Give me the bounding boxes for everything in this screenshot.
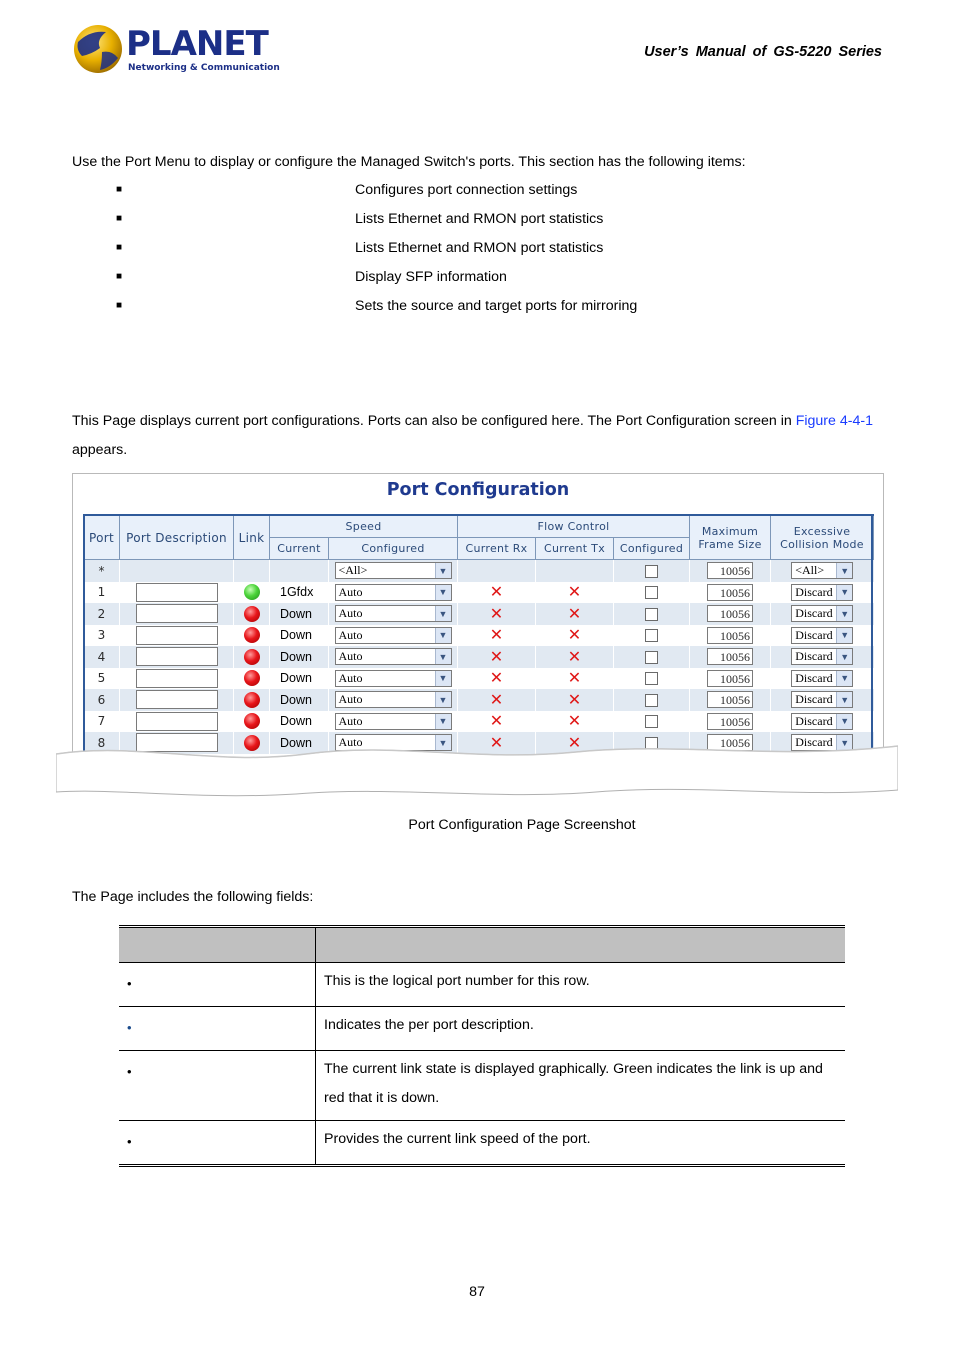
select-value: Discard	[795, 692, 833, 707]
select-value: Auto	[338, 606, 363, 621]
speed-select[interactable]	[335, 648, 452, 665]
select-value: Discard	[795, 713, 833, 728]
select-value: Auto	[338, 713, 363, 728]
chevron-down-icon: ▼	[435, 628, 451, 643]
collision-select[interactable]	[791, 627, 853, 644]
chevron-down-icon: ▼	[836, 649, 852, 664]
manual-title: User’s Manual of GS-5220 Series	[644, 44, 882, 60]
cross-icon: ✕	[567, 646, 582, 666]
col-max-frame	[690, 515, 771, 560]
table-row	[84, 668, 874, 690]
select-value: Auto	[338, 670, 363, 685]
chevron-down-icon: ▼	[836, 714, 852, 729]
cross-icon: ✕	[567, 582, 582, 602]
cross-icon: ✕	[567, 668, 582, 688]
table-row	[84, 625, 874, 647]
collision-select[interactable]	[791, 605, 853, 622]
col-link: Link	[234, 515, 270, 560]
cross-icon: ✕	[567, 711, 582, 731]
collision-select[interactable]	[791, 648, 853, 665]
port-cell: 7	[84, 711, 120, 733]
speed-current: Down	[270, 732, 329, 754]
col-speed: Speed	[270, 515, 458, 538]
list-item: Configures port connection settings	[355, 182, 578, 198]
cross-icon: ✕	[489, 625, 504, 645]
bullet-icon: ■	[116, 242, 123, 253]
table-row	[84, 603, 874, 625]
speed-current: Down	[270, 625, 329, 647]
list-item: Display SFP information	[355, 269, 507, 285]
cross-icon: ✕	[567, 689, 582, 709]
figure-link[interactable]: Figure 4-4-1	[795, 413, 873, 429]
select-value: Auto	[338, 649, 363, 664]
port-cell: 5	[84, 668, 120, 690]
port-cell: *	[84, 560, 120, 582]
table-row	[84, 582, 874, 604]
chevron-down-icon: ▼	[435, 714, 451, 729]
table-row	[119, 1007, 845, 1051]
chevron-down-icon: ▼	[836, 692, 852, 707]
list-item: Lists Ethernet and RMON port statistics	[355, 240, 604, 256]
link-down-icon	[244, 649, 260, 665]
section-paragraph	[72, 412, 892, 430]
cross-icon: ✕	[489, 732, 504, 752]
select-value: Discard	[795, 584, 833, 599]
table-row	[119, 963, 845, 1007]
cross-icon: ✕	[489, 711, 504, 731]
description-input[interactable]	[136, 626, 218, 645]
table-row-all	[84, 560, 874, 582]
col-fc-current-tx: Current Tx	[536, 538, 614, 560]
cross-icon: ✕	[489, 689, 504, 709]
field-description: Provides the current link speed of the port.	[316, 1121, 846, 1166]
description-input[interactable]	[136, 604, 218, 623]
link-down-icon	[244, 627, 260, 643]
speed-select[interactable]	[335, 713, 452, 730]
port-cell: 6	[84, 689, 120, 711]
intro-text: Use the Port Menu to display or configure the Managed Switch's ports. This section has the following items:	[72, 154, 746, 170]
col-speed-configured: Configured	[329, 538, 458, 560]
port-configuration-screenshot	[72, 473, 884, 774]
torn-edge-decoration	[56, 740, 898, 800]
description-input[interactable]	[136, 690, 218, 709]
excessive-line1: Excessive	[793, 524, 851, 538]
chevron-down-icon: ▼	[836, 628, 852, 643]
port-cell: 4	[84, 646, 120, 668]
collision-select[interactable]	[791, 691, 853, 708]
link-down-icon	[244, 606, 260, 622]
chevron-down-icon: ▼	[435, 585, 451, 600]
port-cell: 8	[84, 732, 120, 754]
collision-select[interactable]	[791, 584, 853, 601]
list-item: Sets the source and target ports for mirroring	[355, 298, 638, 314]
chevron-down-icon: ▼	[435, 692, 451, 707]
speed-current: Down	[270, 689, 329, 711]
port-cell: 2	[84, 603, 120, 625]
speed-current: 1Gfdx	[270, 582, 329, 604]
frame-size-input[interactable]: 10056	[707, 670, 753, 687]
brand-name: PLANET	[126, 24, 268, 64]
select-value: Auto	[338, 692, 363, 707]
frame-size-input[interactable]: 10056	[707, 605, 753, 622]
frame-size-input[interactable]: 10056	[707, 691, 753, 708]
table-row	[84, 646, 874, 668]
table-row	[119, 1051, 845, 1121]
bullet-icon: •	[127, 1134, 132, 1149]
flow-control-checkbox[interactable]	[645, 672, 658, 685]
flow-control-checkbox[interactable]	[645, 694, 658, 707]
select-value: Discard	[795, 627, 833, 642]
figure-caption: Port Configuration Page Screenshot	[408, 817, 636, 833]
chevron-down-icon: ▼	[836, 735, 852, 750]
page-number: 87	[469, 1284, 485, 1300]
chevron-down-icon: ▼	[435, 671, 451, 686]
col-description	[316, 927, 846, 963]
select-value: <All>	[338, 563, 368, 578]
col-fc-configured: Configured	[614, 538, 690, 560]
select-value: Discard	[795, 649, 833, 664]
collision-select[interactable]	[791, 713, 853, 730]
description-input[interactable]	[136, 647, 218, 666]
bullet-icon: •	[127, 1064, 132, 1079]
col-description: Port Description	[120, 515, 234, 560]
speed-current: Down	[270, 603, 329, 625]
link-up-icon	[244, 584, 260, 600]
chevron-down-icon: ▼	[836, 585, 852, 600]
select-value: Discard	[795, 735, 833, 750]
port-configuration-table	[83, 514, 874, 754]
select-value: Discard	[795, 670, 833, 685]
cross-icon: ✕	[489, 668, 504, 688]
speed-select-all[interactable]	[335, 562, 452, 579]
table-row	[119, 1121, 845, 1166]
col-fc-current-rx: Current Rx	[458, 538, 536, 560]
flow-control-checkbox[interactable]	[645, 715, 658, 728]
select-value: Auto	[338, 584, 363, 599]
flow-control-checkbox[interactable]	[645, 586, 658, 599]
port-cell: 1	[84, 582, 120, 604]
table-row	[84, 711, 874, 733]
chevron-down-icon: ▼	[435, 606, 451, 621]
bullet-icon: ■	[116, 271, 123, 282]
frame-size-input[interactable]: 10056	[707, 584, 753, 601]
link-down-icon	[244, 670, 260, 686]
collision-select[interactable]	[791, 670, 853, 687]
chevron-down-icon: ▼	[435, 563, 451, 578]
field-description: This is the logical port number for this row.	[316, 963, 846, 1007]
col-flow-control: Flow Control	[458, 515, 690, 538]
field-description: Indicates the per port description.	[316, 1007, 846, 1051]
link-down-icon	[244, 713, 260, 729]
select-value: Auto	[338, 627, 363, 642]
max-frame-line2: Frame Size	[698, 537, 762, 551]
bullet-icon: ■	[116, 300, 123, 311]
planet-logo	[72, 22, 280, 78]
list-item: Lists Ethernet and RMON port statistics	[355, 211, 604, 227]
speed-current: Down	[270, 668, 329, 690]
speed-current: Down	[270, 646, 329, 668]
col-excessive	[771, 515, 874, 560]
chevron-down-icon: ▼	[435, 649, 451, 664]
collision-select-all[interactable]	[791, 562, 853, 579]
description-input[interactable]	[136, 583, 218, 602]
speed-select[interactable]	[335, 627, 452, 644]
speed-current: Down	[270, 711, 329, 733]
flow-control-checkbox[interactable]	[645, 651, 658, 664]
cross-icon: ✕	[489, 646, 504, 666]
select-value: Discard	[795, 606, 833, 621]
frame-size-input-all[interactable]: 10056	[707, 562, 753, 579]
description-input[interactable]	[136, 669, 218, 688]
flow-control-checkbox[interactable]	[645, 629, 658, 642]
cross-icon: ✕	[567, 625, 582, 645]
section-text: This Page displays current port configurations. Ports can also be configured here. The Port Configuration screen in	[72, 413, 796, 429]
port-configuration-title: Port Configuration	[386, 480, 570, 500]
speed-select[interactable]	[335, 605, 452, 622]
table-row	[84, 689, 874, 711]
cross-icon: ✕	[567, 603, 582, 623]
link-down-icon	[244, 692, 260, 708]
section-text-end: appears.	[72, 442, 128, 458]
description-input[interactable]	[136, 712, 218, 731]
chevron-down-icon: ▼	[836, 671, 852, 686]
speed-select[interactable]	[335, 670, 452, 687]
bullet-icon: •	[127, 976, 132, 991]
cross-icon: ✕	[567, 732, 582, 752]
flow-control-checkbox-all[interactable]	[645, 565, 658, 578]
frame-size-input[interactable]: 10056	[707, 648, 753, 665]
fields-intro: The Page includes the following fields:	[72, 889, 314, 905]
bullet-icon: •	[127, 1020, 132, 1035]
col-object	[119, 927, 316, 963]
brand-tagline: Networking & Communication	[128, 63, 280, 73]
fields-table	[119, 925, 845, 1167]
speed-select[interactable]	[335, 691, 452, 708]
col-speed-current: Current	[270, 538, 329, 560]
port-cell: 3	[84, 625, 120, 647]
flow-control-checkbox[interactable]	[645, 608, 658, 621]
excessive-line2: Collision Mode	[780, 537, 864, 551]
bullet-icon: ■	[116, 213, 123, 224]
max-frame-line1: Maximum	[701, 524, 759, 538]
bullet-icon: ■	[116, 184, 123, 195]
cross-icon: ✕	[489, 603, 504, 623]
select-value: <All>	[795, 563, 825, 578]
select-value: Auto	[338, 735, 363, 750]
field-description: The current link state is displayed graphically. Green indicates the link is up and red that it is down.	[316, 1051, 846, 1121]
frame-size-input[interactable]: 10056	[707, 713, 753, 730]
chevron-down-icon: ▼	[836, 563, 852, 578]
frame-size-input[interactable]: 10056	[707, 627, 753, 644]
cross-icon: ✕	[489, 582, 504, 602]
frame-size-input[interactable]: 10056	[707, 734, 753, 751]
chevron-down-icon: ▼	[836, 606, 852, 621]
speed-select[interactable]	[335, 584, 452, 601]
col-port: Port	[84, 515, 120, 560]
chevron-down-icon: ▼	[435, 735, 451, 750]
